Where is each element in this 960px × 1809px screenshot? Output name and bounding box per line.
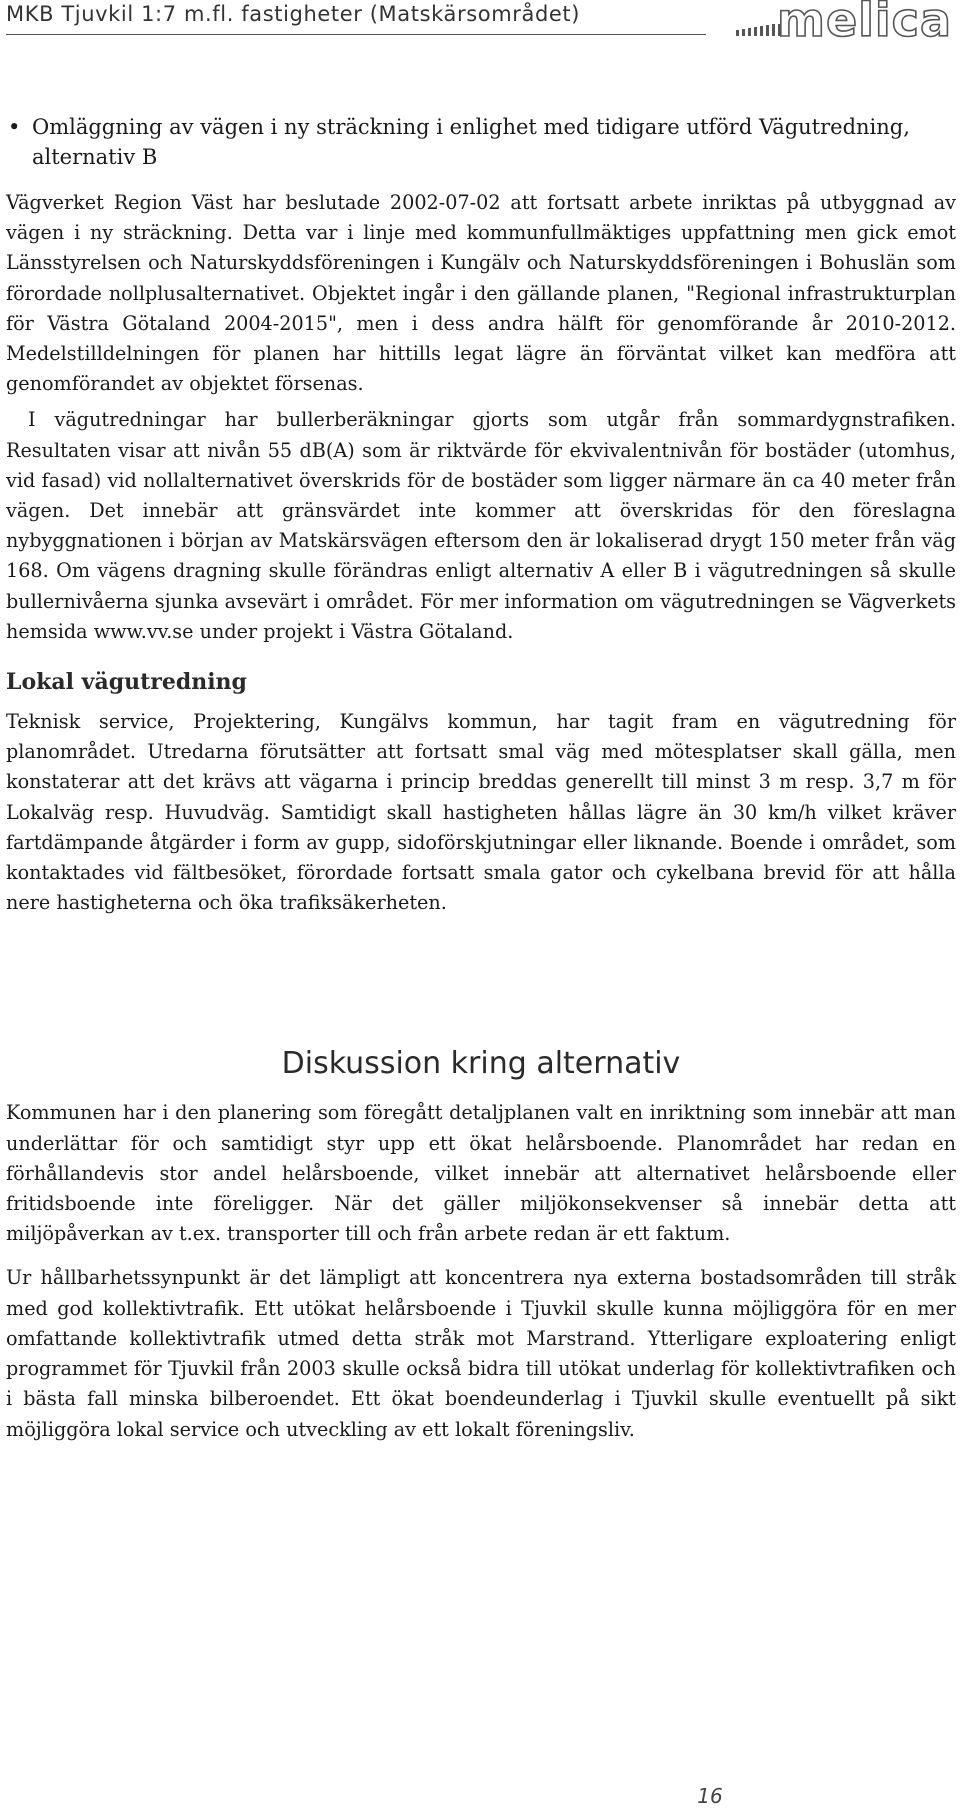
melica-logo bbox=[736, 0, 954, 47]
bullet-text: Omläggning av vägen i ny sträckning i enlighet med tidigare utförd Vägutredning, alternativ B bbox=[32, 115, 910, 169]
paragraph-diskussion-2: Ur hållbarhetssynpunkt är det lämpligt att koncentrera nya externa bostadsområden till stråk med god kollektivtrafik. Ett utökat helårsboende i Tjuvkil skulle kunna möjliggöra för en mer omfattande kollektivtrafik utmed detta stråk mot Marstrand. Ytterligare exploatering enligt programmet för Tjuvkil från 2003 skulle också bidra till utökat underlag för kollektivtrafiken och i bästa fall minska bilberoendet. Ett ökat boendeunderlag i Tjuvkil skulle eventuellt på sikt möjliggöra lokal service och utveckling av ett lokalt föreningsliv. bbox=[6, 1266, 956, 1441]
heading-diskussion: Diskussion kring alternativ bbox=[281, 1046, 681, 1082]
page-number bbox=[0, 1784, 960, 1808]
bullet-dot-icon: • bbox=[8, 115, 21, 139]
bullet-item bbox=[6, 112, 956, 172]
page-header bbox=[6, 0, 954, 47]
paragraph-diskussion-1: Kommunen har i den planering som föregått detaljplanen valt en inriktning som innebär att man underlättar för och samtidigt styr upp ett ökat helårsboende. Planområdet har redan en förhållandevis stor andel helårsboende, vilket innebär att alternativet helårsboende eller fritidsboende inte föreligger. När det gäller miljökonsekvenser så innebär detta att miljöpåverkan av t.ex. transporter till och från arbete redan är ett faktum. bbox=[6, 1101, 956, 1246]
paragraph-gap bbox=[6, 1249, 956, 1263]
logo-wordmark: melica bbox=[777, 0, 952, 47]
header-divider bbox=[6, 34, 706, 35]
main-content bbox=[6, 112, 956, 1445]
heading-lokal-vagutredning: Lokal vägutredning bbox=[6, 669, 247, 696]
page-number-text: 16 bbox=[697, 1784, 723, 1808]
header-title: MKB Tjuvkil 1:7 m.fl. fastigheter (Matskärsområdet) bbox=[6, 2, 581, 26]
paragraph-lokal-vagutredning: Teknisk service, Projektering, Kungälvs kommun, har tagit fram en vägutredning för planområdet. Utredarna förutsätter att fortsatt smal väg med mötesplatser skall gälla, men konstaterar att det krävs att vägarna i princip breddas generellt till minst 3 m resp. 3,7 m för Lokalväg resp. Huvudväg. Samtidigt skall hastigheten hållas lägre än 30 km/h vilket kräver fartdämpande åtgärder i form av gupp, sidoförskjutningar eller liknande. Boende i området, som kontaktades vid fältbesöket, förordade fortsatt smala gator och cykelbana brevid för att hålla nere hastigheterna och öka trafiksäkerheten. bbox=[6, 710, 956, 915]
paragraph-vagverket: Vägverket Region Väst har beslutade 2002-07-02 att fortsatt arbete inriktas på utbyggnad av vägen i ny sträckning. Detta var i linje med kommunfullmäktiges uppfattning men gick emot Länsstyrelsen och Naturskyddsföreningen i Kungälv och Naturskyddsföreningen i Bohuslän som förordade nollplusalternativet. Objektet ingår i den gällande planen, "Regional infrastrukturplan för Västra Götaland 2004-2015", men i dess andra hälft för genomförande år 2010-2012. Medelstilldelningen för planen har hittills legat lägre än förväntat vilket kan medföra att genomförandet av objektet försenas. bbox=[6, 191, 956, 396]
paragraph-buller: I vägutredningar har bullerberäkningar gjorts som utgår från sommardygnstrafiken. Resultaten visar att nivån 55 dB(A) som är riktvärde för ekvivalentnivån för bostäder (utomhus, vid fasad) vid nollalternativet överskrids för de bostäder som ligger närmare än ca 40 meter från vägen. Det innebär att gränsvärdet inte kommer att överskridas för den föreslagna nybyggnationen i början av Matskärsvägen eftersom den är lokaliserad drygt 150 meter från väg 168. Om vägens dragning skulle förändras enligt alternativ A eller B i vägutredningen så skulle bullernivåerna sjunka avsevärt i området. För mer information om vägutredningen se Vägverkets hemsida www.vv.se under projekt i Västra Götaland. bbox=[6, 408, 956, 643]
